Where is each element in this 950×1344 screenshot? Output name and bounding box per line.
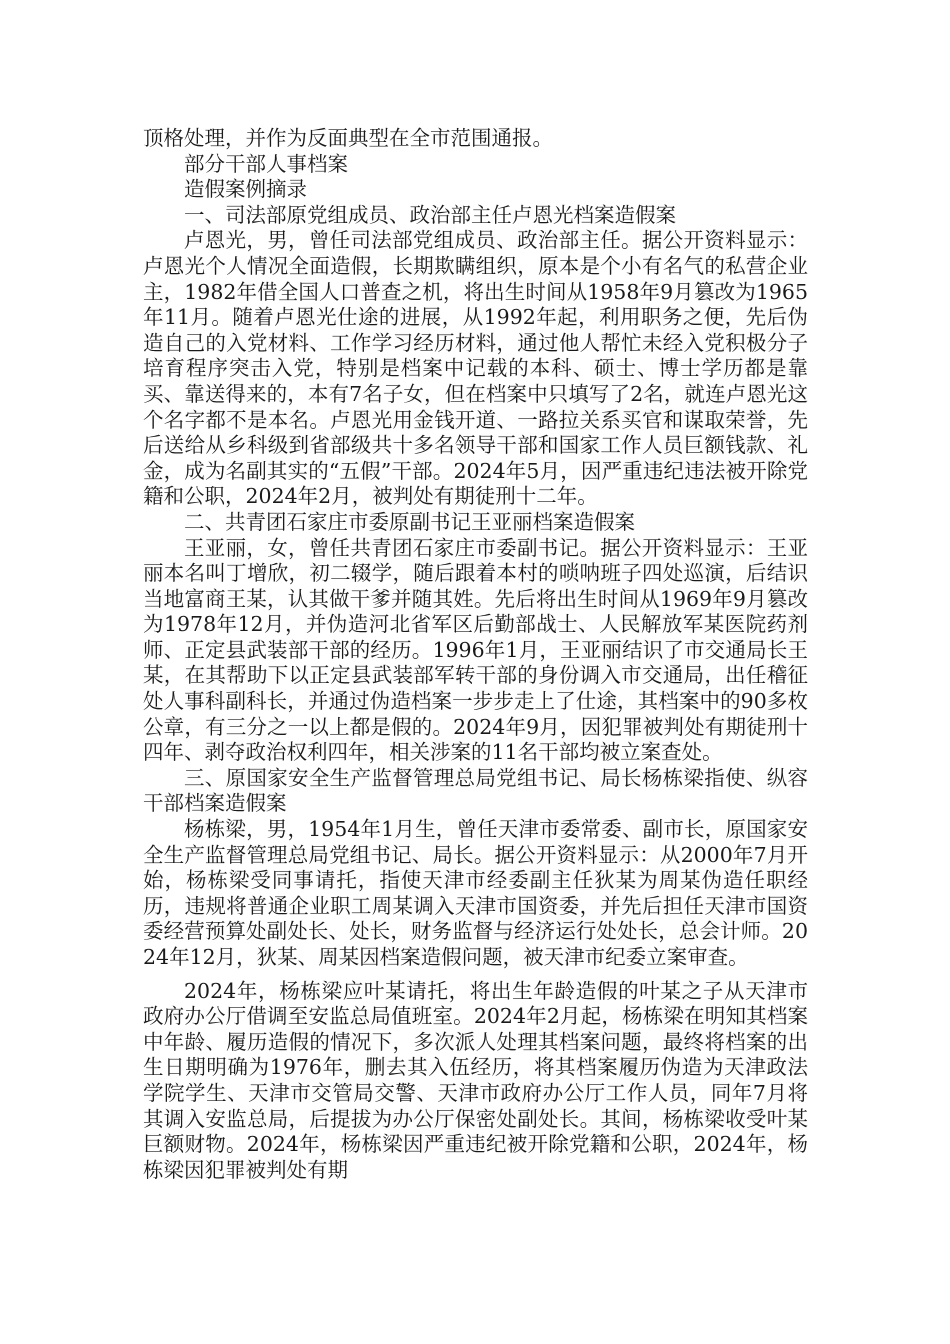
case-1-body: 卢恩光，男，曾任司法部党组成员、政治部主任。据公开资料显示：卢恩光个人情况全面造假，长期欺瞒组织，原本是个小有名气的私营企业主，1982年借全国人口普查之机，将出生时间从1958年9月篡改为1965年11月。随着卢恩光仕途的进展，从1992年起，利用职务之便，先后伪造自己的入党材料、工作学习经历材料，通过他人帮忙未经入党积极分子培育程序突击入党，特别是档案中记载的本科、硕士、博士学历都是靠买、靠送得来的，本有7名子女，但在档案中只填写了2名，就连卢恩光这个名字都不是本名。卢恩光用金钱开道、一路拉关系买官和谋取荣誉，先后送给从乡科级到省部级共十多名领导干部和国家工作人员巨额钱款、礼金，成为名副其实的“五假”干部。2024年5月，因严重违纪违法被开除党籍和公职，2024年2月，被判处有期徒刑十二年。 [143, 228, 808, 509]
case-1-heading: 一、司法部原党组成员、政治部主任卢恩光档案造假案 [184, 202, 676, 227]
case-3-body: 杨栋梁，男，1954年1月生，曾任天津市委常委、副市长，原国家安全生产监督管理总局党组书记、局长。据公开资料显示：从2000年7月开始，杨栋梁受同事请托，指使天津市经委副主任狄某为周某伪造任职经历，违规将普通企业职工周某调入天津市国资委，并先后担任天津市国资委经营预算处副处长、处长，财务监督与经济运行处处长，总会计师。2024年12月，狄某、周某因档案造假问题，被天津市纪委立案审查。 [143, 817, 808, 969]
case-3-heading: 三、原国家安全生产监督管理总局党组书记、局长杨栋梁指使、纵容干部档案造假案 [143, 765, 808, 816]
section-heading-excerpts: 造假案例摘录 [184, 177, 307, 202]
paragraph-continuation: 顶格处理，并作为反面典型在全市范围通报。 [143, 126, 553, 150]
case-2-body: 王亚丽，女，曾任共青团石家庄市委副书记。据公开资料显示：王亚丽本名叫丁增欣，初二辍学，随后跟着本村的唢呐班子四处巡演，后结识当地富商王某，认其做干爹并随其姓。先后将出生时间从1969年9月篡改为1978年12月，并伪造河北省军区后勤部战士、人民解放军某医院药剂师、正定县武装部干部的经历。1996年1月，王亚丽结识了市交通局长王某，在其帮助下以正定县武装部军转干部的身份调入市交通局，出任稽征处人事科副科长，并通过伪造档案一步步走上了仕途，其档案中的90多枚公章，有三分之一以上都是假的。2024年9月，因犯罪被判处有期徒刑十四年、剥夺政治权利四年，相关涉案的11名干部均被立案查处。 [143, 535, 808, 765]
document-body [143, 126, 808, 1183]
case-3-body-continued: 2024年，杨栋梁应叶某请托，将出生年龄造假的叶某之子从天津市政府办公厅借调至安监总局值班室。2024年2月起，杨栋梁在明知其档案中年龄、履历造假的情况下，多次派人处理其档案问题，最终将档案的出生日期明确为1976年，删去其入伍经历，将其档案履历伪造为天津政法学院学生、天津市交管局交警、天津市政府办公厅工作人员，同年7月将其调入安监总局，后提拔为办公厅保密处副处长。其间，杨栋梁收受叶某巨额财物。2024年，杨栋梁因严重违纪被开除党籍和公职，2024年，杨栋梁因犯罪被判处有期 [143, 978, 808, 1182]
case-2-heading: 二、共青团石家庄市委原副书记王亚丽档案造假案 [184, 509, 635, 534]
section-heading-archives: 部分干部人事档案 [184, 151, 348, 176]
